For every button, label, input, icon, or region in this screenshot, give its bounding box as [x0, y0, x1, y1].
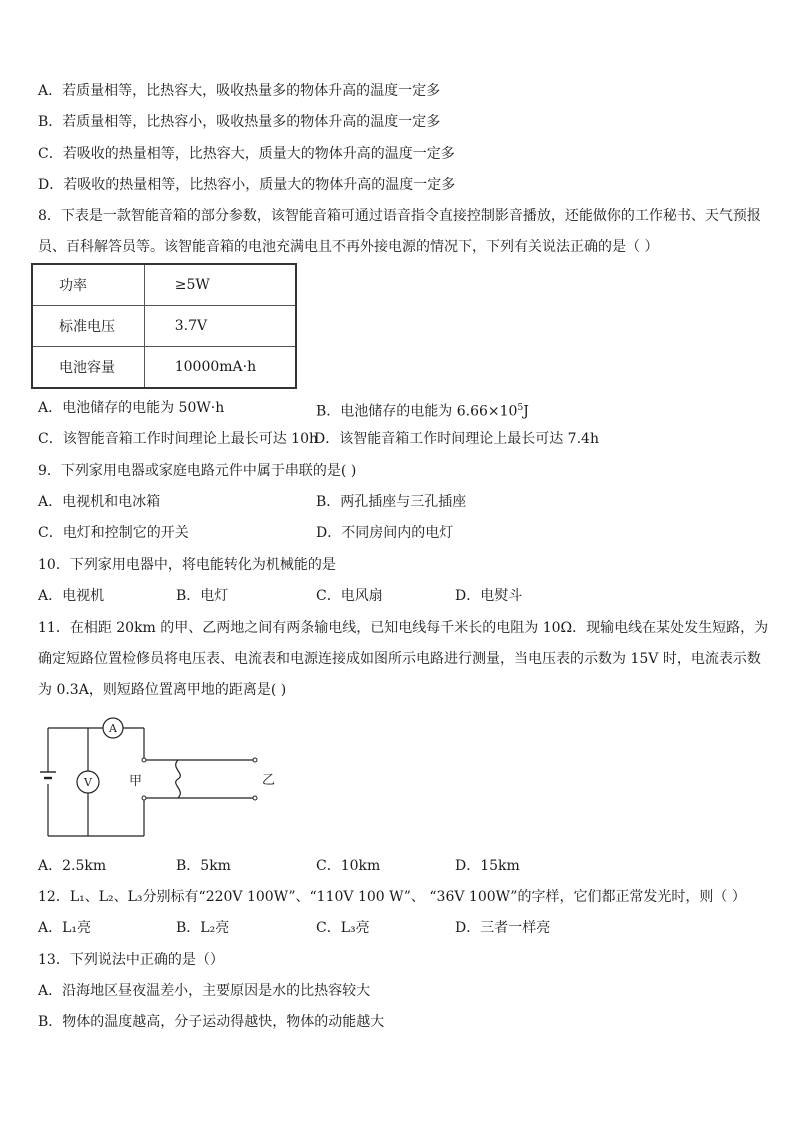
table-cell-value: 10000mA·h [144, 347, 296, 389]
table-row [32, 347, 296, 389]
q8-option-b-unit: J [523, 403, 529, 420]
q8-option-a: A．电池储存的电能为 50W·h [38, 400, 225, 416]
q11-option-d: D．15km [455, 858, 520, 874]
location-jia-label: 甲 [129, 774, 143, 789]
q10-option-a: A．电视机 [38, 588, 105, 604]
voltmeter-icon [77, 771, 99, 793]
location-yi-label: 乙 [262, 773, 276, 788]
q12-option-c: C．L₃亮 [316, 920, 370, 936]
q9-option-a: A．电视机和电冰箱 [38, 494, 161, 510]
q8-option-c: C．该智能音箱工作时间理论上最长可达 10h [38, 431, 318, 447]
q13-option-b: B．物体的温度越高，分子运动得越快，物体的动能越大 [38, 1014, 385, 1030]
voltmeter-symbol: V [84, 776, 92, 789]
q8-stem-line2: 员、百科解答员等。该智能音箱的电池充满电且不再外接电源的情况下，下列有关说法正确的是（ ） [38, 239, 659, 255]
q12-stem: 12．L₁、L₂、L₃分别标有“220V 100W”、“110V 100 W”、 “36V 100W”的字样，它们都正常发光时，则（ ） [38, 889, 746, 905]
q7-option-a: A．若质量相等，比热容大，吸收热量多的物体升高的温度一定多 [38, 83, 441, 99]
q10-stem: 10．下列家用电器中，将电能转化为机械能的是 [38, 557, 336, 573]
table-row [32, 264, 296, 306]
q10-option-c: C．电风扇 [316, 588, 383, 604]
q13-stem: 13．下列说法中正确的是（） [38, 952, 224, 968]
q9-stem: 9．下列家用电器或家庭电路元件中属于串联的是( ) [38, 463, 357, 479]
table-cell-label: 标准电压 [32, 306, 144, 347]
q8-option-b-text: B．电池储存的电能为 6.66×10 [316, 403, 518, 420]
terminals [142, 758, 257, 800]
q10-option-d: D．电熨斗 [455, 588, 523, 604]
q8-option-b [316, 398, 529, 422]
q7-option-b: B．若质量相等，比热容小，吸收热量多的物体升高的温度一定多 [38, 114, 441, 130]
q7-option-d: D．若吸收的热量相等，比热容小，质量大的物体升高的温度一定多 [38, 177, 456, 193]
table-cell-value: ≥5W [144, 264, 296, 306]
q8-stem-line1: 8．下表是一款智能音箱的部分参数，该智能音箱可通过语音指令直接控制影音播放，还能做你的工作秘书、天气预报 [38, 208, 761, 224]
ammeter-symbol: A [109, 722, 117, 735]
table-row [32, 306, 296, 347]
q11-stem-line1: 11．在相距 20km 的甲、乙两地之间有两条输电线，已知电线每千米长的电阻为 10Ω．现输电线在某处发生短路，为 [38, 620, 769, 636]
q8-option-b-exponent: 5 [517, 403, 524, 413]
q11-stem-line3: 为 0.3A，则短路位置离甲地的距离是( ) [38, 682, 287, 698]
q9-option-c: C．电灯和控制它的开关 [38, 525, 189, 541]
table-cell-value: 3.7V [144, 306, 296, 347]
circuit-diagram [40, 710, 290, 840]
q12-option-d: D．三者一样亮 [455, 920, 551, 936]
table-cell-label: 功率 [32, 264, 144, 306]
speaker-params-table [31, 263, 297, 389]
q11-option-b: B．5km [176, 858, 231, 874]
q10-option-b: B．电灯 [176, 588, 229, 604]
q7-option-c: C．若吸收的热量相等，比热容大，质量大的物体升高的温度一定多 [38, 146, 455, 162]
q8-option-d: D．该智能音箱工作时间理论上最长可达 7.4h [314, 431, 599, 447]
table-cell-label: 电池容量 [32, 347, 144, 389]
ammeter-icon [103, 718, 123, 738]
q9-option-d: D．不同房间内的电灯 [316, 525, 454, 541]
q11-option-c: C．10km [316, 858, 381, 874]
q11-stem-line2: 确定短路位置检修员将电压表、电流表和电源连接成如图所示电路进行测量，当电压表的示数为 15V 时，电流表示数 [38, 651, 761, 667]
q9-option-b: B．两孔插座与三孔插座 [316, 494, 467, 510]
battery-icon [40, 772, 56, 778]
q13-option-a: A．沿海地区昼夜温差小，主要原因是水的比热容较大 [38, 983, 371, 999]
q12-option-a: A．L₁亮 [38, 920, 92, 936]
q12-option-b: B．L₂亮 [176, 920, 230, 936]
q11-option-a: A．2.5km [38, 858, 107, 874]
